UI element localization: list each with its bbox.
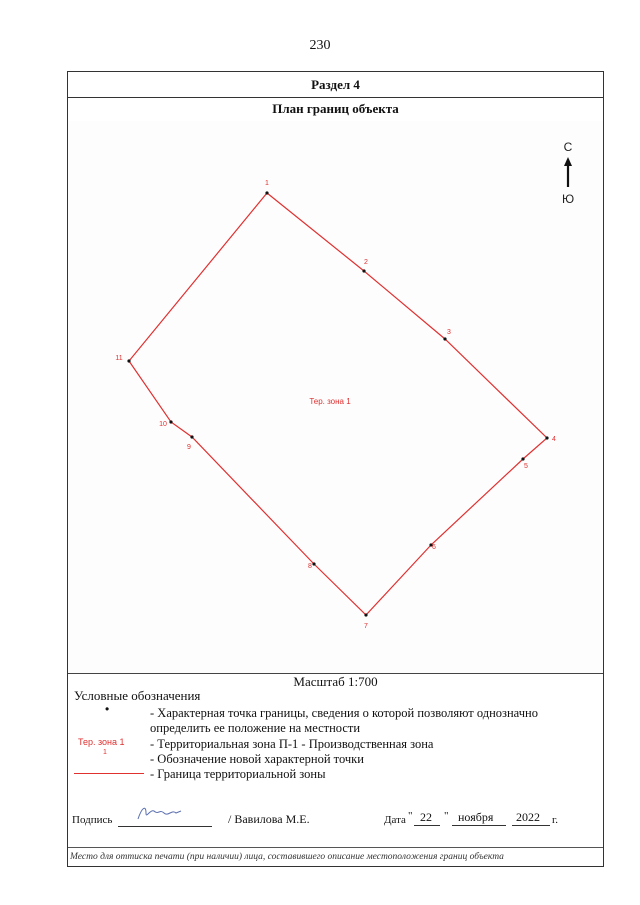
date-open-quote: " [408,810,413,822]
legend-title: Условные обозначения [74,688,201,703]
point-7 [364,613,368,630]
point-10 [159,420,172,428]
point-2 [362,259,368,273]
compass-south-label: Ю [561,192,575,206]
plan-drawing [68,121,603,673]
page-number: 230 [309,38,331,53]
svg-text:9: 9 [187,444,191,451]
point-6 [429,543,436,551]
legend-point-desc-2: определить ее положение на местности [150,721,361,735]
point-11 [115,355,130,363]
date-suffix: г. [552,814,559,826]
footer-separator [68,847,603,848]
date-year: 2022 [516,810,540,824]
svg-text:11: 11 [115,355,123,362]
zone-label: Тер. зона 1 [309,397,351,406]
svg-text:5: 5 [524,463,528,470]
svg-text:1: 1 [265,180,269,187]
legend-point-desc-1: - Характерная точка границы, сведения о которой позволяют однозначно [150,706,538,720]
svg-text:3: 3 [447,329,451,336]
point-3 [443,329,451,341]
point-symbol-icon: • [105,702,110,716]
point-9 [187,435,194,451]
signature-scribble-icon [134,803,184,825]
boundary-plan [68,121,603,674]
section-title: Раздел 4 [68,72,603,98]
plan-title: План границ объекта [68,97,603,122]
point-5 [521,457,528,470]
point-1 [265,180,269,195]
date-label: Дата [384,814,406,826]
date-month: ноября [458,810,494,824]
svg-text:7: 7 [364,623,368,630]
legend-new-point-desc: - Обозначение новой характерной точки [150,752,364,766]
point-4 [545,436,556,443]
svg-text:6: 6 [432,544,436,551]
svg-text:4: 4 [552,436,556,443]
zone-symbol-label: Тер. зона 1 [78,737,125,747]
svg-text:8: 8 [308,563,312,570]
compass-north-label: С [563,140,573,154]
svg-text:2: 2 [364,259,368,266]
stamp-place-note: Место для оттиска печати (при наличии) лица, составившего описание местоположения границ объекта [70,852,504,862]
scale-label: Масштаб 1:700 [293,674,378,689]
document-frame [67,71,604,867]
signer-name: / Вавилова М.Е. [228,812,310,826]
boundary-line-symbol-icon [74,773,144,774]
svg-text:10: 10 [159,421,167,428]
legend-boundary-desc: - Граница территориальной зоны [150,767,326,781]
date-close-quote: " [444,810,449,822]
legend-zone-desc: - Территориальная зона П-1 - Производственная зона [150,737,434,751]
point-8 [308,562,316,570]
date-day: 22 [420,810,432,824]
zone-symbol-sub: 1 [103,749,107,756]
signature-label: Подпись [72,814,113,826]
compass-arrowhead-icon [564,157,572,166]
